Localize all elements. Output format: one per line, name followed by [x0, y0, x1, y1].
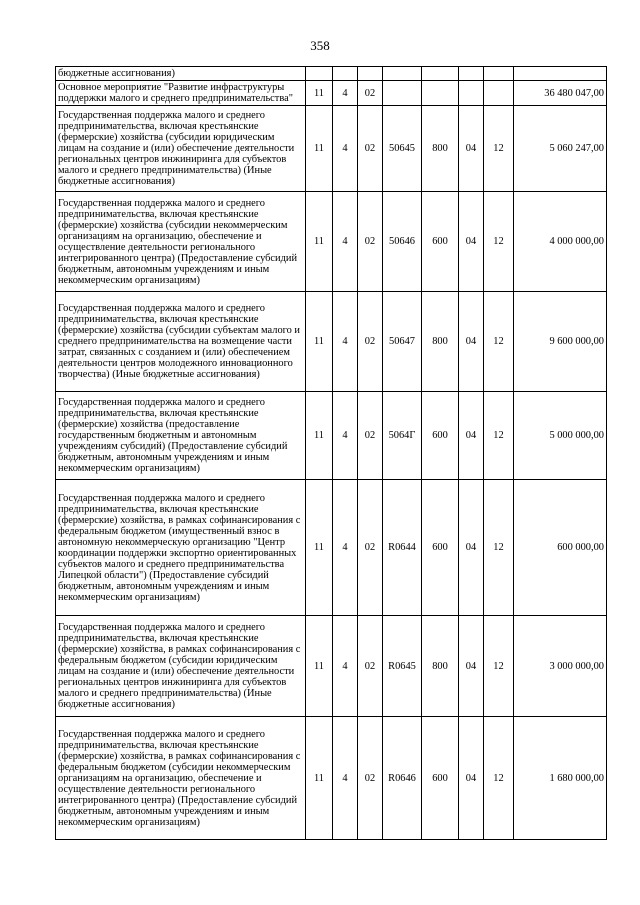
row-description: Государственная поддержка малого и среднего предпринимательства, включая крестьянские (фермерские) хозяйства (субсидии юридическим лицам на создание и (или) обеспечение деятельности региональных центров инжиниринга для субъектов малого и среднего предпринимательства) (Иные бюджетные ассигнования) [56, 106, 306, 192]
cell-direction: R0645 [383, 616, 422, 717]
cell-expense-type: 600 [422, 192, 459, 292]
cell-direction: R0646 [383, 717, 422, 840]
cell-direction: 5064Г [383, 392, 422, 480]
cell-program: 11 [306, 480, 333, 616]
table-row [56, 392, 607, 480]
cell-event: 02 [358, 292, 383, 392]
cell-subprogram: 4 [333, 192, 358, 292]
cell-program: 11 [306, 106, 333, 192]
cell-direction [383, 67, 422, 81]
cell-program: 11 [306, 192, 333, 292]
cell-program: 11 [306, 81, 333, 106]
budget-table [55, 66, 607, 840]
cell-expense-type: 800 [422, 616, 459, 717]
cell-expense-type: 600 [422, 392, 459, 480]
table-row [56, 192, 607, 292]
row-description: Государственная поддержка малого и среднего предпринимательства, включая крестьянские (фермерские) хозяйства, в рамках софинансирования с федеральным бюджетом (субсидии некоммерческим организациям на организацию, обеспечение и осуществление деятельности регионального интегрированного центра) (Предоставление субсидий бюджетным, автономным учреждениям и иным некоммерческим организациям) [56, 717, 306, 840]
cell-direction [383, 81, 422, 106]
cell-expense-type: 600 [422, 480, 459, 616]
cell-amount: 5 000 000,00 [514, 392, 607, 480]
cell-expense-type: 600 [422, 717, 459, 840]
cell-event [358, 67, 383, 81]
cell-section: 04 [459, 616, 484, 717]
cell-direction: R0644 [383, 480, 422, 616]
cell-event: 02 [358, 616, 383, 717]
table-row [56, 106, 607, 192]
cell-subsection: 12 [484, 192, 514, 292]
cell-direction: 50647 [383, 292, 422, 392]
cell-program: 11 [306, 616, 333, 717]
cell-subprogram: 4 [333, 616, 358, 717]
cell-section [459, 67, 484, 81]
cell-subsection: 12 [484, 106, 514, 192]
cell-subprogram: 4 [333, 292, 358, 392]
cell-amount: 3 000 000,00 [514, 616, 607, 717]
cell-event: 02 [358, 717, 383, 840]
cell-event: 02 [358, 81, 383, 106]
cell-section [459, 81, 484, 106]
cell-section: 04 [459, 292, 484, 392]
page-number: 358 [310, 38, 330, 53]
cell-section: 04 [459, 392, 484, 480]
row-description: Государственная поддержка малого и среднего предпринимательства, включая крестьянские (фермерские) хозяйства (субсидии некоммерческим организациям на организацию, обеспечение и осуществление деятельности регионального интегрированного центра) (Предоставление субсидий бюджетным, автономным учреждениям и иным некоммерческим организациям) [56, 192, 306, 292]
cell-subprogram: 4 [333, 106, 358, 192]
table-row [56, 81, 607, 106]
cell-subsection: 12 [484, 292, 514, 392]
cell-amount: 600 000,00 [514, 480, 607, 616]
table-row [56, 67, 607, 81]
row-description: бюджетные ассигнования) [56, 67, 306, 81]
cell-section: 04 [459, 717, 484, 840]
cell-event: 02 [358, 106, 383, 192]
cell-section: 04 [459, 480, 484, 616]
cell-program: 11 [306, 292, 333, 392]
table-row [56, 717, 607, 840]
row-description: Государственная поддержка малого и среднего предпринимательства, включая крестьянские (фермерские) хозяйства (предоставление государственным бюджетным и автономным учреждениям субсидий) (Предоставление субсидий бюджетным, автономным учреждениям и иным некоммерческим организациям) [56, 392, 306, 480]
cell-expense-type [422, 81, 459, 106]
table-row [56, 616, 607, 717]
cell-subsection: 12 [484, 717, 514, 840]
table-row [56, 480, 607, 616]
cell-subprogram: 4 [333, 717, 358, 840]
cell-expense-type [422, 67, 459, 81]
cell-subprogram: 4 [333, 392, 358, 480]
cell-subsection: 12 [484, 480, 514, 616]
cell-subsection [484, 67, 514, 81]
cell-event: 02 [358, 480, 383, 616]
cell-event: 02 [358, 392, 383, 480]
cell-subprogram: 4 [333, 81, 358, 106]
cell-amount: 36 480 047,00 [514, 81, 607, 106]
cell-amount: 9 600 000,00 [514, 292, 607, 392]
cell-event: 02 [358, 192, 383, 292]
cell-amount: 5 060 247,00 [514, 106, 607, 192]
cell-subsection [484, 81, 514, 106]
cell-subprogram [333, 67, 358, 81]
cell-section: 04 [459, 106, 484, 192]
row-description: Государственная поддержка малого и среднего предпринимательства, включая крестьянские (фермерские) хозяйства, в рамках софинансирования с федеральным бюджетом (субсидии юридическим лицам на создание и (или) обеспечение деятельности региональных центров инжиниринга для субъектов малого и среднего предпринимательства) (Иные бюджетные ассигнования) [56, 616, 306, 717]
cell-subprogram: 4 [333, 480, 358, 616]
cell-section: 04 [459, 192, 484, 292]
cell-subsection: 12 [484, 616, 514, 717]
cell-expense-type: 800 [422, 292, 459, 392]
cell-direction: 50645 [383, 106, 422, 192]
row-description: Государственная поддержка малого и среднего предпринимательства, включая крестьянские (фермерские) хозяйства, в рамках софинансирования с федеральным бюджетом (имущественный взнос в автономную некоммерческую организацию "Центр координации поддержки экспортно ориентированных субъектов малого и среднего предпринимательства Липецкой области") (Предоставление субсидий бюджетным, автономным учреждениям и иным некоммерческим организациям) [56, 480, 306, 616]
cell-direction: 50646 [383, 192, 422, 292]
cell-subsection: 12 [484, 392, 514, 480]
cell-program [306, 67, 333, 81]
cell-program: 11 [306, 717, 333, 840]
cell-amount: 1 680 000,00 [514, 717, 607, 840]
table-row [56, 292, 607, 392]
cell-program: 11 [306, 392, 333, 480]
row-description: Основное мероприятие "Развитие инфраструктуры поддержки малого и среднего предпринимательства" [56, 81, 306, 106]
cell-amount [514, 67, 607, 81]
cell-amount: 4 000 000,00 [514, 192, 607, 292]
row-description: Государственная поддержка малого и среднего предпринимательства, включая крестьянские (фермерские) хозяйства (субсидии субъектам малого и среднего предпринимательства на возмещение части затрат, связанных с созданием и (или) обеспечением деятельности центров молодежного инновационного творчества) (Иные бюджетные ассигнования) [56, 292, 306, 392]
cell-expense-type: 800 [422, 106, 459, 192]
